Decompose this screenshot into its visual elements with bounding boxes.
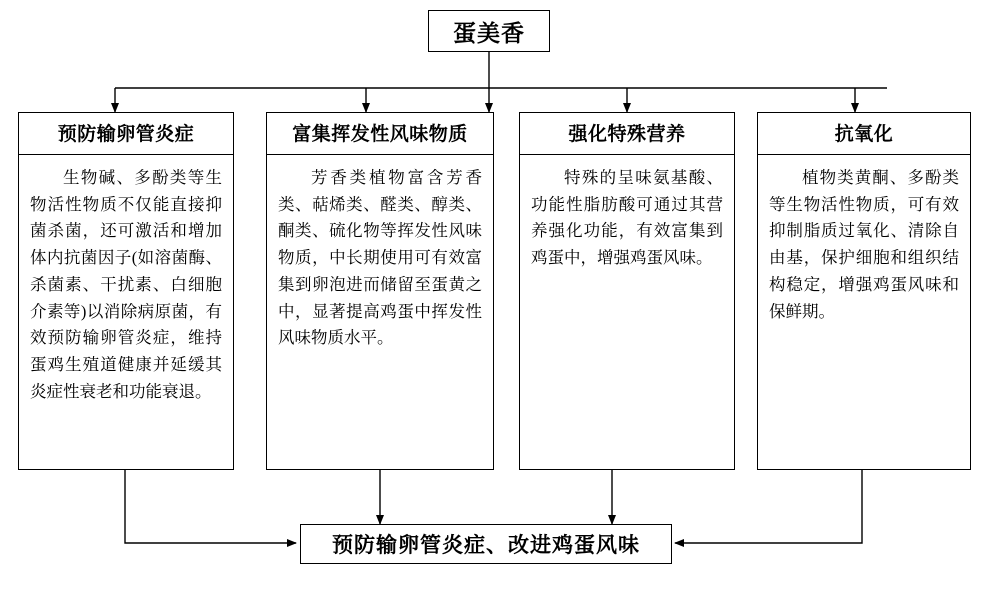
node-column-1-heading: 预防输卵管炎症 xyxy=(19,113,233,155)
node-column-2 xyxy=(266,112,494,470)
node-column-1 xyxy=(18,112,234,470)
node-column-1-body: 生物碱、多酚类等生物活性物质不仅能直接抑菌杀菌，还可激活和增加体内抗菌因子(如溶菌酶、杀菌素、干扰素、白细胞介素等)以消除病原菌，有效预防输卵管炎症，维持蛋鸡生殖道健康并延缓其炎症性衰老和功能衰退。 xyxy=(30,168,222,401)
node-outcome-label: 预防输卵管炎症、改进鸡蛋风味 xyxy=(332,533,640,557)
node-column-3-heading: 强化特殊营养 xyxy=(520,113,734,155)
node-column-2-body: 芳香类植物富含芳香类、萜烯类、醛类、醇类、酮类、硫化物等挥发性风味物质，中长期使用可有效富集到卵泡进而储留至蛋黄之中，显著提高鸡蛋中挥发性风味物质水平。 xyxy=(278,168,482,348)
node-column-3-body: 特殊的呈味氨基酸、功能性脂肪酸可通过其营养强化功能，有效富集到鸡蛋中，增强鸡蛋风味。 xyxy=(531,168,723,268)
node-column-4-heading: 抗氧化 xyxy=(758,113,970,155)
node-column-4-body: 植物类黄酮、多酚类等生物活性物质，可有效抑制脂质过氧化、清除自由基，保护细胞和组织结构稳定，增强鸡蛋风味和保鲜期。 xyxy=(769,168,959,321)
node-column-4 xyxy=(757,112,971,470)
node-title xyxy=(428,10,550,52)
node-column-2-heading: 富集挥发性风味物质 xyxy=(267,113,493,155)
node-column-3 xyxy=(519,112,735,470)
node-outcome xyxy=(300,524,672,564)
node-title-label: 蛋美香 xyxy=(453,20,525,46)
